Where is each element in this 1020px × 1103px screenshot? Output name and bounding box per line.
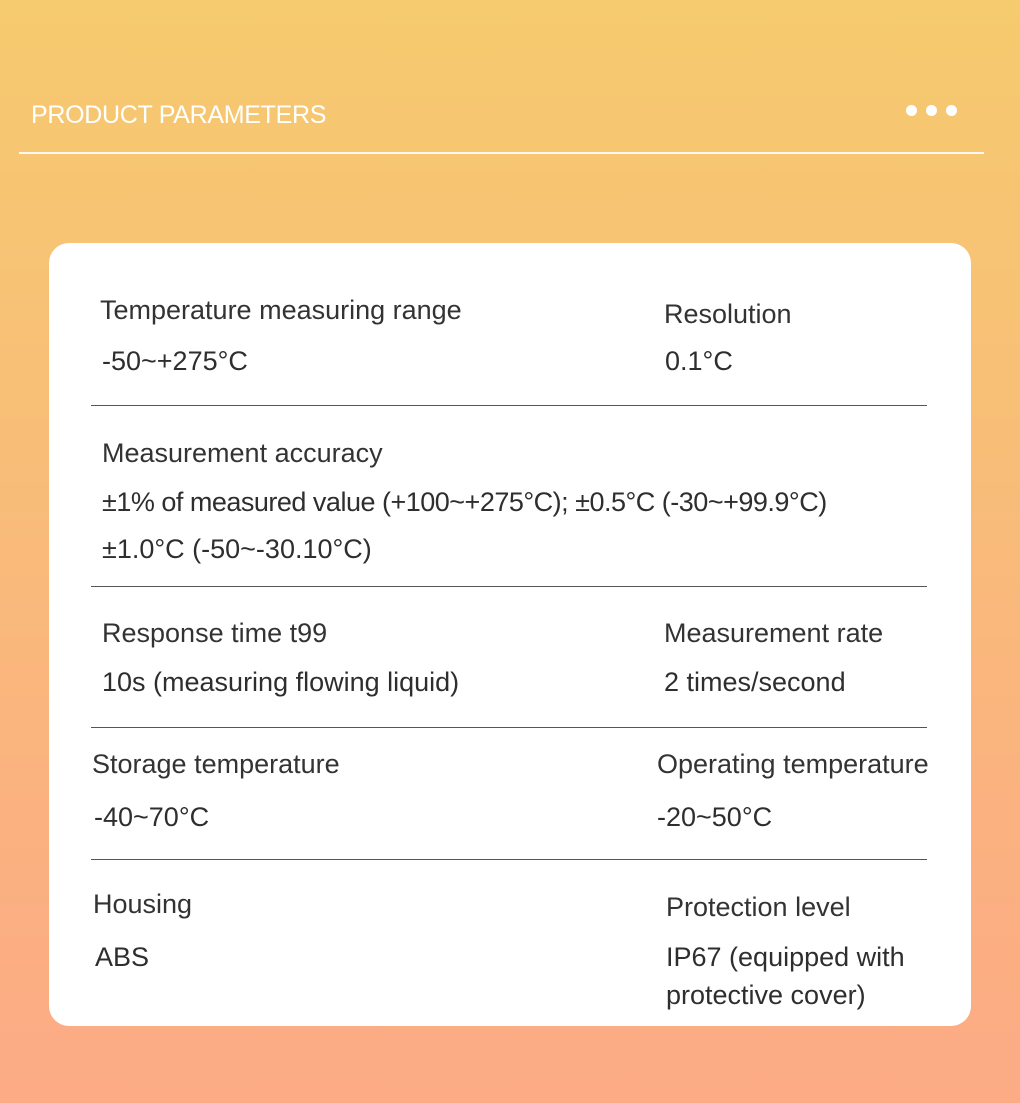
storage-temperature-value: -40~70°C — [94, 802, 210, 832]
accuracy-value-line2: ±1.0°C (-50~-30.10°C) — [102, 534, 372, 564]
row-divider — [91, 727, 927, 728]
measurement-rate-label: Measurement rate — [664, 618, 884, 648]
dot — [906, 105, 917, 116]
protection-level-value-line1: IP67 (equipped with — [666, 942, 905, 972]
measurement-rate-value: 2 times/second — [664, 667, 846, 697]
resolution-value: 0.1°C — [665, 346, 733, 376]
housing-label: Housing — [93, 889, 193, 919]
row-divider — [91, 405, 927, 406]
row-divider — [91, 586, 927, 587]
header-divider — [19, 152, 984, 154]
temperature-range-value: -50~+275°C — [102, 346, 248, 376]
temperature-range-label: Temperature measuring range — [100, 295, 462, 325]
row-divider — [91, 859, 927, 860]
resolution-label: Resolution — [664, 299, 792, 329]
operating-temperature-label: Operating temperature — [657, 749, 929, 779]
housing-value: ABS — [95, 942, 150, 972]
response-time-value: 10s (measuring flowing liquid) — [102, 667, 460, 697]
dot — [946, 105, 957, 116]
storage-temperature-label: Storage temperature — [92, 749, 340, 779]
three-dots-icon[interactable] — [906, 105, 957, 116]
operating-temperature-value: -20~50°C — [657, 802, 773, 832]
dot — [926, 105, 937, 116]
accuracy-value-line1: ±1% of measured value (+100~+275°C); ±0.5°C (-30~+99.9°C) — [102, 487, 827, 517]
response-time-label: Response time t99 — [102, 618, 328, 648]
page-title: PRODUCT PARAMETERS — [31, 101, 327, 129]
protection-level-label: Protection level — [666, 892, 851, 922]
protection-level-value-line2: protective cover) — [666, 980, 866, 1010]
accuracy-label: Measurement accuracy — [102, 438, 383, 468]
parameters-card — [49, 243, 971, 1026]
